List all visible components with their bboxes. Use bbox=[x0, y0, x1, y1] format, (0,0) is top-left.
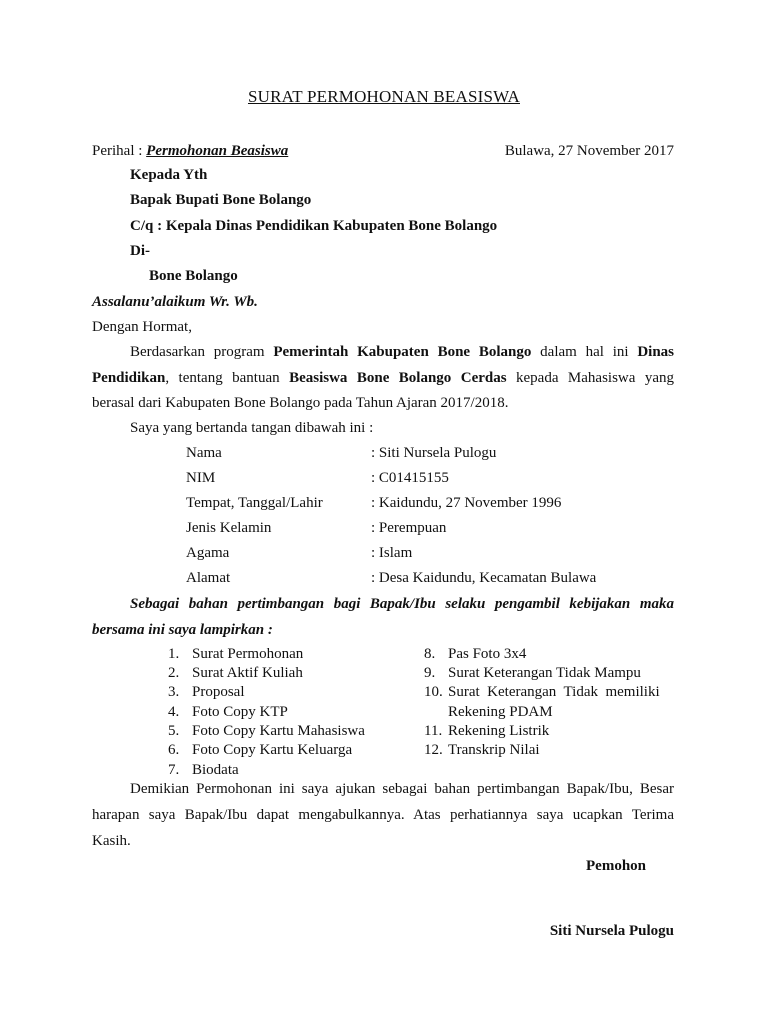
identity-value: : Kaidundu, 27 November 1996 bbox=[371, 495, 562, 511]
closing-line-3: Kasih. bbox=[92, 833, 131, 849]
list-text: Foto Copy Kartu Mahasiswa bbox=[192, 723, 365, 739]
identity-label: Agama bbox=[186, 545, 230, 561]
paragraph-1-line-3: berasal dari Kabupaten Bone Bolango pada Tahun Ajaran 2017/2018. bbox=[92, 395, 509, 411]
list-number: 3. bbox=[168, 684, 180, 700]
list-number: 10. bbox=[424, 684, 443, 700]
p1-bold-1: Pemerintah Kabupaten Bone Bolango bbox=[273, 344, 532, 360]
letter-title: SURAT PERMOHONAN BEASISWA bbox=[247, 87, 520, 106]
list-text: Transkrip Nilai bbox=[448, 742, 540, 758]
list-number: 6. bbox=[168, 742, 180, 758]
p1-bold-3: Pendidikan bbox=[92, 370, 166, 386]
paragraph-1-line-1 bbox=[92, 343, 674, 361]
identity-value: : Islam bbox=[371, 545, 413, 561]
list-text: Surat Aktif Kuliah bbox=[192, 665, 303, 681]
list-item bbox=[424, 722, 549, 740]
list-item bbox=[168, 722, 365, 740]
list-item bbox=[424, 683, 660, 701]
recipient-line-3: C/q : Kepala Dinas Pendidikan Kabupaten Bone Bolango bbox=[130, 218, 498, 234]
list-item bbox=[424, 741, 540, 759]
list-number: 2. bbox=[168, 665, 180, 681]
identity-label: Alamat bbox=[186, 570, 231, 586]
list-text: Biodata bbox=[192, 762, 239, 778]
identity-label: NIM bbox=[186, 470, 216, 486]
list-text: Surat Permohonan bbox=[192, 646, 304, 662]
perihal-value: Permohonan Beasiswa bbox=[146, 143, 289, 159]
list-text: Rekening Listrik bbox=[448, 723, 550, 739]
identity-label: Jenis Kelamin bbox=[186, 520, 272, 536]
list-item bbox=[168, 741, 352, 759]
list-item bbox=[168, 645, 303, 663]
identity-label: Tempat, Tanggal/Lahir bbox=[186, 495, 323, 511]
list-item bbox=[168, 664, 303, 682]
attachments-intro-line-1: Sebagai bahan pertimbangan bagi Bapak/Ibu selaku pengambil kebijakan maka bbox=[130, 596, 674, 612]
paragraph-1-line-2 bbox=[92, 369, 674, 387]
perihal-label: Perihal : bbox=[92, 143, 143, 159]
list-number: 9. bbox=[424, 665, 436, 681]
p1-bold-4: Beasiswa Bone Bolango Cerdas bbox=[289, 370, 507, 386]
p1-text-2: dalam hal ini bbox=[531, 344, 638, 360]
list-number: 8. bbox=[424, 646, 436, 662]
list-number: 7. bbox=[168, 762, 180, 778]
perihal-line bbox=[92, 142, 288, 160]
closing-line-2: harapan saya Bapak/Ibu dapat mengabulkannya. Atas perhatiannya saya ucapkan Terima bbox=[92, 807, 674, 823]
greeting: Assalanu’alaikum Wr. Wb. bbox=[92, 294, 258, 310]
list-item bbox=[168, 683, 245, 701]
signature-role: Pemohon bbox=[586, 858, 646, 874]
list-text: Pas Foto 3x4 bbox=[448, 646, 527, 662]
list-item bbox=[168, 703, 288, 721]
identity-intro: Saya yang bertanda tangan dibawah ini : bbox=[130, 420, 374, 436]
p1-bold-2: Dinas bbox=[637, 344, 674, 360]
place-date: Bulawa, 27 November 2017 bbox=[504, 143, 674, 159]
list-text: Proposal bbox=[192, 684, 245, 700]
list-item bbox=[424, 703, 553, 721]
list-number: 5. bbox=[168, 723, 180, 739]
list-text: Surat Keterangan Tidak memiliki bbox=[448, 684, 660, 700]
identity-value: : Perempuan bbox=[371, 520, 447, 536]
list-number: 1. bbox=[168, 646, 180, 662]
list-number: 4. bbox=[168, 704, 180, 720]
list-number: 11. bbox=[424, 723, 443, 739]
signature-name: Siti Nursela Pulogu bbox=[549, 923, 674, 939]
recipient-line-4: Di- bbox=[130, 243, 150, 259]
list-item bbox=[168, 761, 239, 779]
list-item bbox=[424, 664, 641, 682]
attachments-intro-line-2: bersama ini saya lampirkan : bbox=[92, 622, 273, 638]
recipient-line-1: Kepada Yth bbox=[130, 167, 208, 183]
list-text: Rekening PDAM bbox=[448, 704, 553, 720]
recipient-line-2: Bapak Bupati Bone Bolango bbox=[130, 192, 312, 208]
list-text: Foto Copy KTP bbox=[192, 704, 288, 720]
identity-value: : Desa Kaidundu, Kecamatan Bulawa bbox=[371, 570, 597, 586]
recipient-line-5: Bone Bolango bbox=[149, 268, 238, 284]
closing-line-1: Demikian Permohonan ini saya ajukan sebagai bahan pertimbangan Bapak/Ibu, Besar bbox=[130, 781, 674, 797]
identity-value: : Siti Nursela Pulogu bbox=[371, 445, 497, 461]
p1-text-1: Berdasarkan program bbox=[130, 344, 274, 360]
opening: Dengan Hormat, bbox=[92, 319, 192, 335]
p1-text-4: kepada Mahasiswa yang bbox=[506, 370, 675, 386]
list-item bbox=[424, 645, 526, 663]
p1-text-3: , tentang bantuan bbox=[165, 370, 290, 386]
list-text: Surat Keterangan Tidak Mampu bbox=[448, 665, 641, 681]
identity-label: Nama bbox=[186, 445, 222, 461]
list-number: 12. bbox=[424, 742, 443, 758]
identity-value: : C01415155 bbox=[371, 470, 449, 486]
list-text: Foto Copy Kartu Keluarga bbox=[192, 742, 353, 758]
